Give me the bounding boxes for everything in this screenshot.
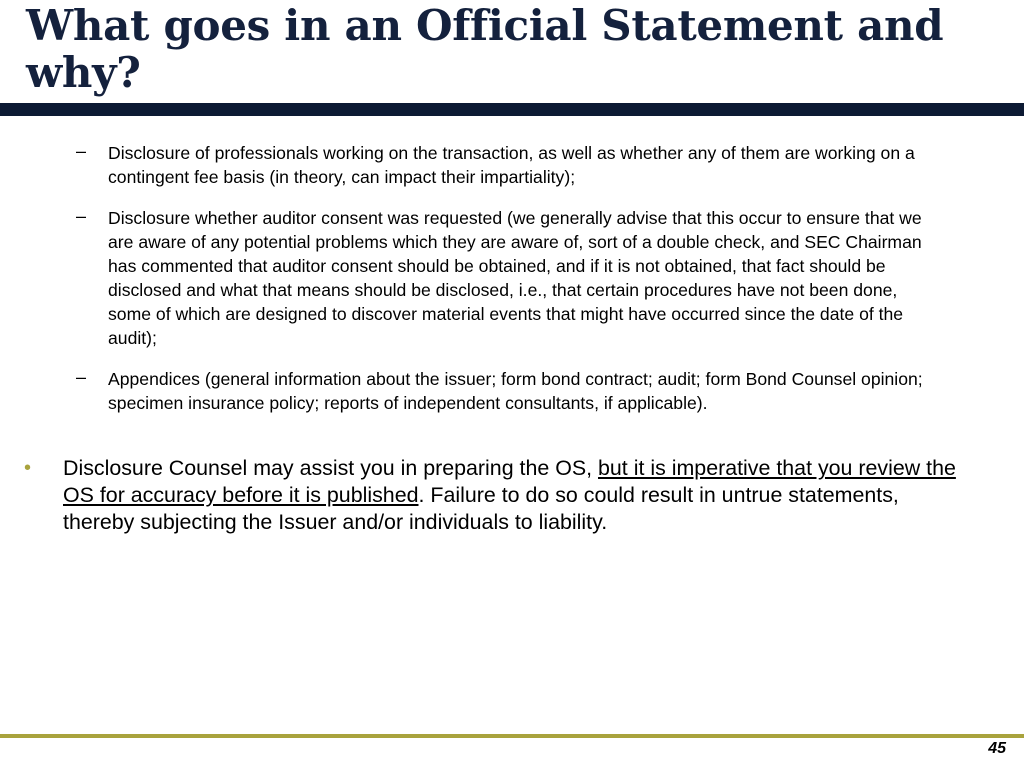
footer-divider-line	[0, 734, 1024, 738]
title-divider-bar	[0, 103, 1024, 116]
sub-bullet-text: Appendices (general information about the issuer; form bond contract; audit; form Bond Counsel opinion; specimen insurance policy; reports of independent consultants, if applicable).	[108, 369, 923, 413]
sub-bullet-item	[72, 141, 942, 189]
sub-bullet-text: Disclosure of professionals working on the transaction, as well as whether any of them are working on a contingent fee basis (in theory, can impact their impartiality);	[108, 143, 915, 187]
main-bullet-underlined-text: but it is imperative that you review the OS for accuracy before it is published	[63, 456, 956, 507]
dash-marker: –	[76, 206, 87, 226]
bullet-dot-icon: •	[24, 457, 32, 479]
main-bullet-text: Disclosure Counsel may assist you in preparing the OS,	[63, 456, 599, 480]
sub-bullet-text: Disclosure whether auditor consent was requested (we generally advise that this occur to ensure that we are aware of any potential problems which they are aware of, sort of a double check, and SEC Chairman has commented that auditor consent should be obtained, and if it is not obtained, that fact should be disclosed and what that means should be disclosed, i.e., that certain procedures have not been done, some of which are designed to discover material events that might have occurred since the date of the audit);	[108, 208, 922, 348]
sub-bullet-list	[72, 141, 942, 432]
sub-bullet-item	[72, 367, 942, 415]
slide-title: What goes in an Official Statement and why?	[26, 1, 944, 97]
page-number: 45	[988, 740, 1006, 757]
sub-bullet-item	[72, 206, 942, 350]
dash-marker: –	[76, 367, 87, 387]
main-bullet-item	[24, 455, 963, 536]
dash-marker: –	[76, 141, 87, 161]
main-bullet-text-end: . Failure to do so could result in untrue statements, thereby subjecting the Issuer and/or individuals to liability.	[63, 483, 899, 534]
